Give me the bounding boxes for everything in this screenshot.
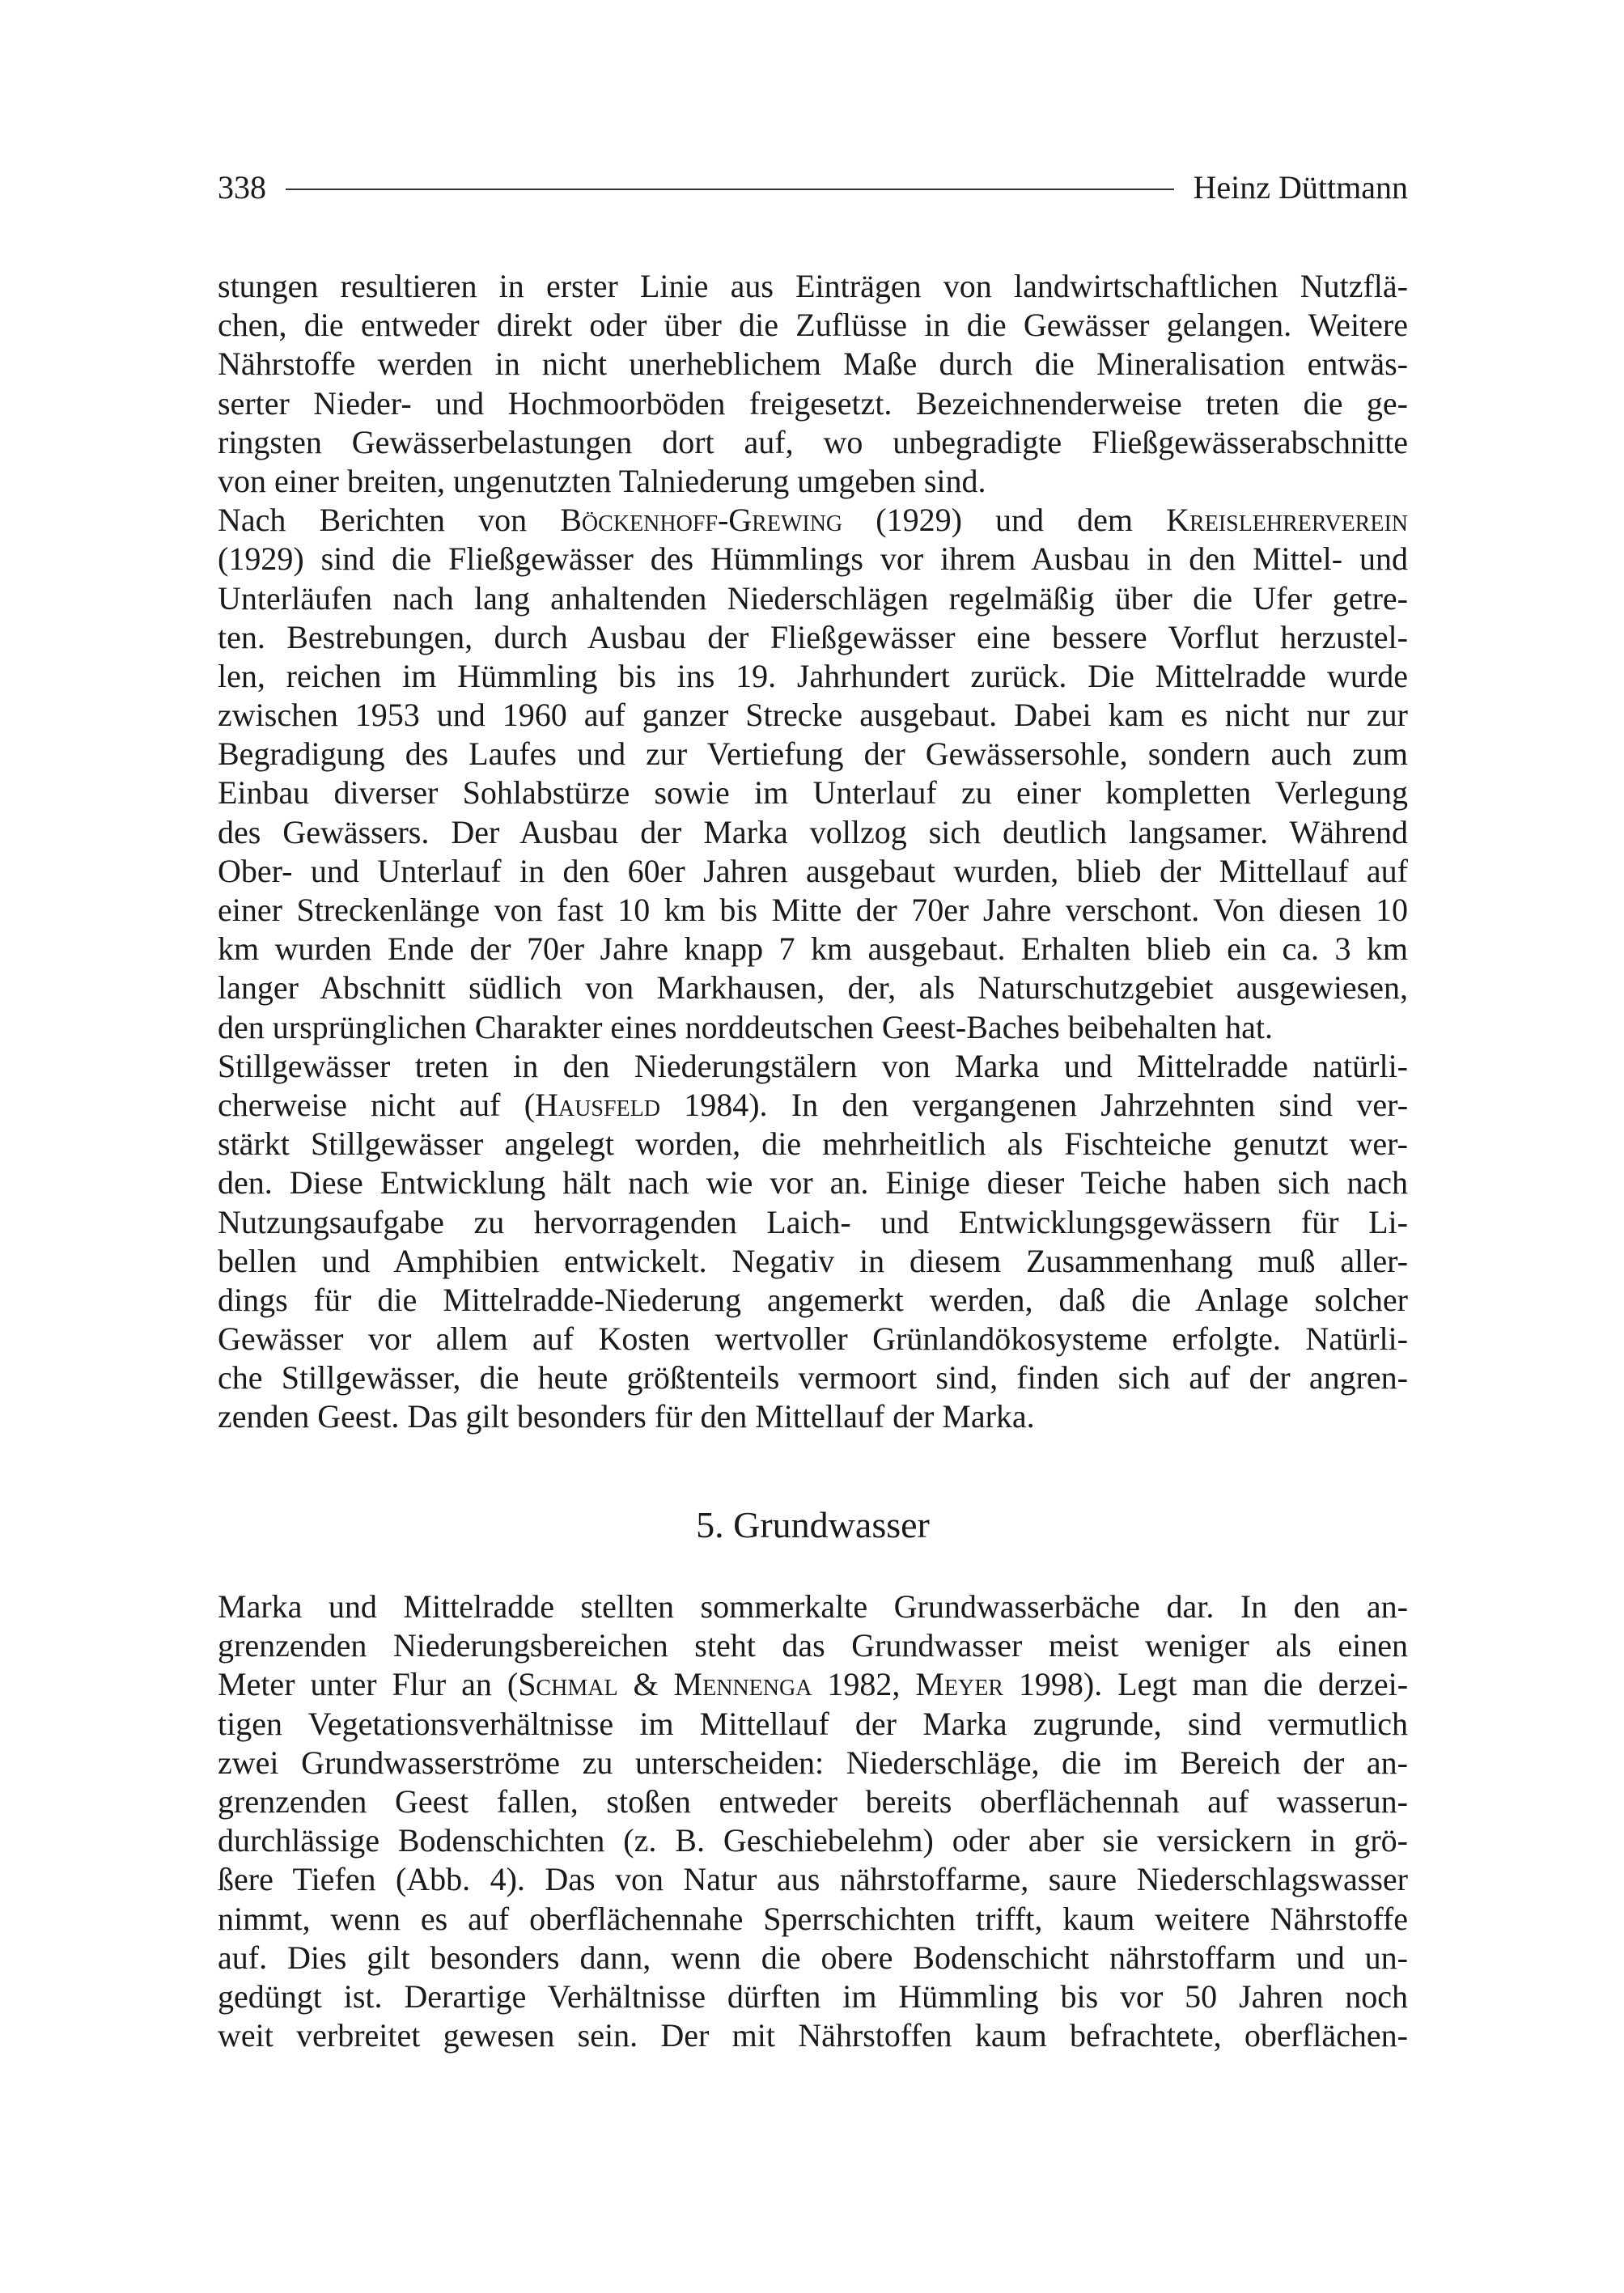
text-line: einer Streckenlänge von fast 10 km bis Mitte der 70er Jahre verschont. Von diesen 10 [218,892,1408,928]
header-rule [286,189,1174,190]
citation-author: Hausfeld [535,1086,660,1123]
citation-author: Böckenhoff-Grewing [560,502,843,539]
text-line: Ober- und Unterlauf in den 60er Jahren ausgebaut wurden, blieb der Mittellauf auf [218,852,1408,889]
text-line: grenzenden Geest fallen, stoßen entweder bereits oberflächennah auf wasserun- [218,1782,1408,1820]
text-line: che Stillgewässer, die heute größtenteils vermoort sind, finden sich auf der angren- [218,1359,1408,1397]
text-line: von einer breiten, ungenutzten Talniederung umgeben sind. [218,462,986,499]
text-line: Marka und Mittelradde stellten sommerkalte Grundwasserbäche dar. In den an- [218,1588,1408,1625]
text-line: zwei Grundwasserströme zu unterscheiden: Niederschläge, die im Bereich der an- [218,1744,1408,1781]
citation-author: Mennenga [673,1666,812,1703]
text-line: ten. Bestrebungen, durch Ausbau der Fließgewässer eine bessere Vorflut herzustel- [218,618,1408,655]
text-line: cherweise nicht auf (Hausfeld 1984). In den vergangenen Jahrzehnten sind ver- [218,1086,1409,1123]
text-line: chen, die entweder direkt oder über die Zuflüsse in die Gewässer gelangen. Weitere [218,307,1408,344]
text-line: Unterläufen nach lang anhaltenden Niederschlägen regelmäßig über die Ufer getre- [218,579,1408,617]
text-line: len, reichen im Hümmling bis ins 19. Jahrhundert zurück. Die Mittelradde wurde [218,657,1408,694]
text-line: Einbau diverser Sohlabstürze sowie im Unterlauf zu einer kompletten Verlegung [218,774,1408,812]
text-line: des Gewässers. Der Ausbau der Marka vollzog sich deutlich langsamer. Während [218,813,1408,850]
text-line: zenden Geest. Das gilt besonders für den Mittellauf der Marka. [218,1398,1035,1435]
text-line: stärkt Stillgewässer angelegt worden, die mehrheitlich als Fischteiche genutzt wer- [218,1125,1408,1163]
text-line: dings für die Mittelradde-Niederung angemerkt werden, daß die Anlage solcher [218,1281,1408,1318]
text-line: langer Abschnitt südlich von Markhausen, der, als Naturschutzgebiet ausgewiesen, [218,969,1408,1007]
text-line: weit verbreitet gewesen sein. Der mit Nährstoffen kaum befrachtete, oberflächen- [218,2017,1408,2054]
text-line: auf. Dies gilt besonders dann, wenn die obere Bodenschicht nährstoffarm und un- [218,1939,1408,1976]
text-line: den ursprünglichen Charakter eines norddeutschen Geest-Baches beibehalten hat. [218,1008,1273,1045]
text-line: Nährstoffe werden in nicht unerheblichem Maße durch die Mineralisation entwäs- [218,345,1408,383]
text-line: serter Nieder- und Hochmoorböden freigesetzt. Bezeichnenderweise treten die ge- [218,384,1408,422]
paragraph-nutrients [218,267,1408,1437]
text-line: durchlässige Bodenschichten (z. B. Geschiebelehm) oder aber sie versickern in grö- [218,1822,1408,1859]
text-line: tigen Vegetationsverhältnisse im Mittellauf der Marka zugrunde, sind vermutlich [218,1705,1408,1742]
text-line: Nach Berichten von Böckenhoff-Grewing (1929) und dem Kreislehrerverein [218,502,1408,539]
citation-author: Meyer [915,1666,1003,1703]
paragraph-groundwater [218,1587,1408,2055]
text-line: nimmt, wenn es auf oberflächennahe Sperrschichten trifft, kaum weitere Nährstoffe [218,1900,1408,1937]
text-line: zwischen 1953 und 1960 auf ganzer Strecke ausgebaut. Dabei kam es nicht nur zur [218,697,1408,734]
running-header [218,165,1408,209]
text-line: Meter unter Flur an (Schmal & Mennenga 1982, Meyer 1998). Legt man die derzei- [218,1666,1409,1703]
text-line: ßere Tiefen (Abb. 4). Das von Natur aus nährstoffarme, saure Niederschlagswasser [218,1861,1408,1898]
citation-author: Schmal [518,1666,618,1703]
text-line: (1929) sind die Fließgewässer des Hümmlings vor ihrem Ausbau in den Mittel- und [218,540,1408,578]
page-number: 338 [218,168,266,206]
text-line: Stillgewässer treten in den Niederungstälern von Marka und Mittelradde natürli- [218,1047,1408,1084]
text-line: gedüngt ist. Derartige Verhältnisse dürften im Hümmling bis vor 50 Jahren noch [218,1977,1408,2015]
text-line: den. Diese Entwicklung hält nach wie vor an. Einige dieser Teiche haben sich nach [218,1164,1408,1202]
citation-author: Kreislehrerverein [1166,502,1408,539]
section-heading: 5. Grundwasser [696,1504,930,1545]
text-line: stungen resultieren in erster Linie aus Einträgen von landwirtschaftlichen Nutzflä- [218,268,1408,304]
running-header-author: Heinz Düttmann [1193,168,1408,206]
text-line: Begradigung des Laufes und zur Vertiefung der Gewässersohle, sondern auch zum [218,735,1408,773]
text-line: bellen und Amphibien entwickelt. Negativ in diesem Zusammenhang muß aller- [218,1242,1408,1279]
text-line: grenzenden Niederungsbereichen steht das Grundwasser meist weniger als einen [218,1627,1408,1664]
text-line: Gewässer vor allem auf Kosten wertvoller Grünlandökosysteme erfolgte. Natürli- [218,1320,1408,1358]
text-line: Nutzungsaufgabe zu hervorragenden Laich- und Entwicklungsgewässern für Li- [218,1203,1408,1240]
text-line: ringsten Gewässerbelastungen dort auf, wo unbegradigte Fließgewässerabschnitte [218,423,1408,460]
text-line: km wurden Ende der 70er Jahre knapp 7 km ausgebaut. Erhalten blieb ein ca. 3 km [218,930,1408,968]
